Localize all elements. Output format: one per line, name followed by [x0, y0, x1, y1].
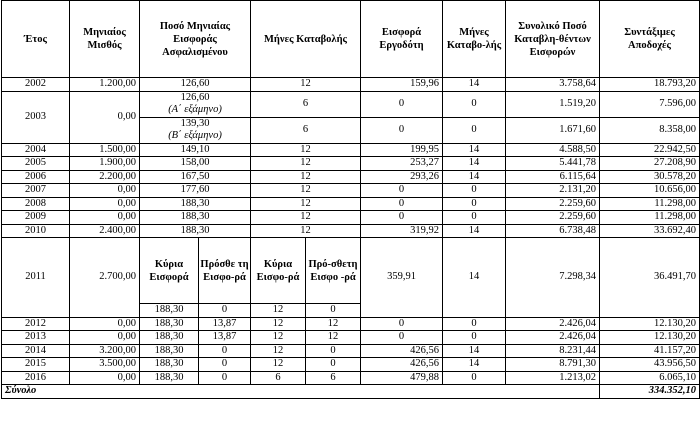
contribution-value: 139,30 [180, 117, 210, 129]
main-months-cell: 6 [251, 371, 306, 385]
contribution-cell: 167,50 [140, 170, 251, 184]
pension-cell: 30.578,20 [600, 170, 700, 184]
months2-cell: 0 [443, 91, 506, 117]
table-row [2, 170, 700, 184]
year-cell: 2003 [2, 91, 70, 143]
table-row [2, 344, 700, 358]
total-label: Σύνολο [2, 385, 600, 399]
table-row [2, 91, 700, 117]
header-insured-contribution: Ποσό Μηνιαίας Εισφοράς Ασφαλισμένου [140, 1, 251, 78]
main-months-cell: 12 [251, 304, 306, 318]
months-cell: 12 [251, 143, 361, 157]
total-cell: 7.298,34 [506, 238, 600, 318]
pension-cell: 41.157,20 [600, 344, 700, 358]
months2-cell: 14 [443, 238, 506, 318]
total-cell: 2.426,04 [506, 331, 600, 345]
year-cell: 2012 [2, 317, 70, 331]
salary-cell: 0,00 [70, 184, 140, 198]
salary-cell: 0,00 [70, 371, 140, 385]
months2-cell: 14 [443, 344, 506, 358]
extra-contribution-cell: 0 [199, 358, 251, 372]
extra-months-cell: 0 [306, 344, 361, 358]
year-cell: 2007 [2, 184, 70, 198]
header-year: Έτος [2, 1, 70, 78]
main-months-cell: 12 [251, 317, 306, 331]
salary-cell: 0,00 [70, 331, 140, 345]
employer-cell: 319,92 [361, 224, 443, 238]
pension-cell: 12.130,20 [600, 331, 700, 345]
salary-cell: 1.900,00 [70, 157, 140, 171]
pension-cell: 43.956,50 [600, 358, 700, 372]
semester-note: (Β΄ εξάμηνο) [168, 130, 222, 141]
year-cell: 2010 [2, 224, 70, 238]
table-row [2, 157, 700, 171]
extra-months-cell: 6 [306, 371, 361, 385]
header-row [2, 1, 700, 78]
pension-cell: 8.358,00 [600, 117, 700, 143]
subheader-main-contribution: Κύρια Εισφορά [140, 238, 199, 304]
total-cell: 1.519,20 [506, 91, 600, 117]
pension-cell: 6.065,10 [600, 371, 700, 385]
table-row [2, 331, 700, 345]
pension-cell: 22.942,50 [600, 143, 700, 157]
main-contribution-cell: 188,30 [140, 317, 199, 331]
extra-months-cell: 0 [306, 304, 361, 318]
total-cell: 3.758,64 [506, 78, 600, 92]
main-contribution-cell: 188,30 [140, 358, 199, 372]
total-cell: 4.588,50 [506, 143, 600, 157]
extra-contribution-cell: 0 [199, 344, 251, 358]
total-cell: 1.671,60 [506, 117, 600, 143]
pension-cell: 33.692,40 [600, 224, 700, 238]
months2-cell: 14 [443, 358, 506, 372]
table-row [2, 143, 700, 157]
months-cell: 12 [251, 211, 361, 225]
months-cell: 12 [251, 224, 361, 238]
salary-cell: 2.400,00 [70, 224, 140, 238]
main-months-cell: 12 [251, 358, 306, 372]
total-cell: 6.115,64 [506, 170, 600, 184]
employer-cell: 0 [361, 317, 443, 331]
year-cell: 2016 [2, 371, 70, 385]
employer-cell: 293,26 [361, 170, 443, 184]
employer-cell: 0 [361, 91, 443, 117]
year-cell: 2014 [2, 344, 70, 358]
extra-months-cell: 0 [306, 358, 361, 372]
extra-contribution-cell: 0 [199, 304, 251, 318]
year-cell: 2015 [2, 358, 70, 372]
months2-cell: 0 [443, 211, 506, 225]
year-cell: 2005 [2, 157, 70, 171]
employer-cell: 426,56 [361, 358, 443, 372]
months-cell: 12 [251, 157, 361, 171]
total-cell: 1.213,02 [506, 371, 600, 385]
pension-cell: 18.793,20 [600, 78, 700, 92]
salary-cell: 3.500,00 [70, 358, 140, 372]
salary-cell: 1.200,00 [70, 78, 140, 92]
months2-cell: 0 [443, 117, 506, 143]
main-contribution-cell: 188,30 [140, 304, 199, 318]
months2-cell: 0 [443, 197, 506, 211]
months2-cell: 0 [443, 317, 506, 331]
extra-months-cell: 12 [306, 331, 361, 345]
contribution-cell: 188,30 [140, 211, 251, 225]
months-cell: 12 [251, 78, 361, 92]
months-cell: 12 [251, 197, 361, 211]
subheader-main-months: Κύρια Εισφο-ρά [251, 238, 306, 304]
contribution-cell: 177,60 [140, 184, 251, 198]
year-cell: 2004 [2, 143, 70, 157]
employer-cell: 0 [361, 184, 443, 198]
salary-cell: 2.200,00 [70, 170, 140, 184]
months2-cell: 0 [443, 331, 506, 345]
header-payment-months: Μήνες Καταβολής [251, 1, 361, 78]
table-row [2, 238, 700, 304]
employer-cell: 0 [361, 331, 443, 345]
employer-cell: 426,56 [361, 344, 443, 358]
months-cell: 12 [251, 184, 361, 198]
pension-cell: 27.208,90 [600, 157, 700, 171]
months2-cell: 14 [443, 143, 506, 157]
pension-cell: 11.298,00 [600, 211, 700, 225]
contributions-table [1, 0, 700, 399]
pension-cell: 7.596,00 [600, 91, 700, 117]
contribution-cell: 188,30 [140, 197, 251, 211]
contribution-value: 126,60 [180, 91, 210, 103]
total-cell: 2.426,04 [506, 317, 600, 331]
salary-cell: 2.700,00 [70, 238, 140, 318]
pension-cell: 10.656,00 [600, 184, 700, 198]
employer-cell: 159,96 [361, 78, 443, 92]
total-cell: 8.231,44 [506, 344, 600, 358]
table-row [2, 371, 700, 385]
pension-cell: 11.298,00 [600, 197, 700, 211]
semester-note: (Α΄ εξάμηνο) [168, 104, 222, 115]
total-cell: 2.131,20 [506, 184, 600, 198]
contribution-cell: 149,10 [140, 143, 251, 157]
months2-cell: 14 [443, 157, 506, 171]
year-cell: 2011 [2, 238, 70, 318]
pension-cell: 36.491,70 [600, 238, 700, 318]
table-row [2, 317, 700, 331]
extra-contribution-cell: 0 [199, 371, 251, 385]
employer-cell: 0 [361, 211, 443, 225]
header-total-contributions: Συνολικό Ποσό Καταβλη-θέντων Εισφορών [506, 1, 600, 78]
total-cell: 2.259,60 [506, 211, 600, 225]
main-contribution-cell: 188,30 [140, 344, 199, 358]
subheader-extra-months: Πρό-σθετη Εισφο -ρά [306, 238, 361, 304]
months-cell: 6 [251, 117, 361, 143]
table-row [2, 78, 700, 92]
total-row [2, 385, 700, 399]
table-row [2, 197, 700, 211]
employer-cell: 0 [361, 117, 443, 143]
year-cell: 2013 [2, 331, 70, 345]
salary-cell: 1.500,00 [70, 143, 140, 157]
main-months-cell: 12 [251, 331, 306, 345]
table-row [2, 184, 700, 198]
year-cell: 2008 [2, 197, 70, 211]
salary-cell: 0,00 [70, 91, 140, 143]
total-cell: 5.441,78 [506, 157, 600, 171]
header-employer-contribution: Εισφορά Εργοδότη [361, 1, 443, 78]
months-cell: 6 [251, 91, 361, 117]
year-cell: 2009 [2, 211, 70, 225]
months2-cell: 14 [443, 78, 506, 92]
header-pension-benefits: Συντάξιμες Αποδοχές [600, 1, 700, 78]
extra-contribution-cell: 13,87 [199, 317, 251, 331]
table-row [2, 211, 700, 225]
months2-cell: 14 [443, 170, 506, 184]
employer-cell: 0 [361, 197, 443, 211]
total-cell: 8.791,30 [506, 358, 600, 372]
main-months-cell: 12 [251, 344, 306, 358]
extra-months-cell: 12 [306, 317, 361, 331]
total-cell: 6.738,48 [506, 224, 600, 238]
months2-cell: 14 [443, 224, 506, 238]
year-cell: 2002 [2, 78, 70, 92]
table-row [2, 224, 700, 238]
contribution-cell: 158,00 [140, 157, 251, 171]
employer-cell: 359,91 [361, 238, 443, 318]
months-cell: 12 [251, 170, 361, 184]
subheader-extra-contribution: Πρόσθε τη Εισφο-ρά [199, 238, 251, 304]
employer-cell: 253,27 [361, 157, 443, 171]
salary-cell: 3.200,00 [70, 344, 140, 358]
employer-cell: 479,88 [361, 371, 443, 385]
main-contribution-cell: 188,30 [140, 331, 199, 345]
contribution-cell [140, 91, 251, 117]
grand-total-value: 334.352,10 [600, 385, 700, 399]
total-cell: 2.259,60 [506, 197, 600, 211]
pension-cell: 12.130,20 [600, 317, 700, 331]
year-cell: 2006 [2, 170, 70, 184]
contribution-cell: 188,30 [140, 224, 251, 238]
contribution-cell [140, 117, 251, 143]
contribution-cell: 126,60 [140, 78, 251, 92]
header-monthly-salary: Μηνιαίος Μισθός [70, 1, 140, 78]
table-row [2, 358, 700, 372]
salary-cell: 0,00 [70, 211, 140, 225]
main-contribution-cell: 188,30 [140, 371, 199, 385]
header-payment-months-2: Μήνες Καταβο-λής [443, 1, 506, 78]
extra-contribution-cell: 13,87 [199, 331, 251, 345]
salary-cell: 0,00 [70, 317, 140, 331]
employer-cell: 199,95 [361, 143, 443, 157]
months2-cell: 0 [443, 371, 506, 385]
months2-cell: 0 [443, 184, 506, 198]
salary-cell: 0,00 [70, 197, 140, 211]
